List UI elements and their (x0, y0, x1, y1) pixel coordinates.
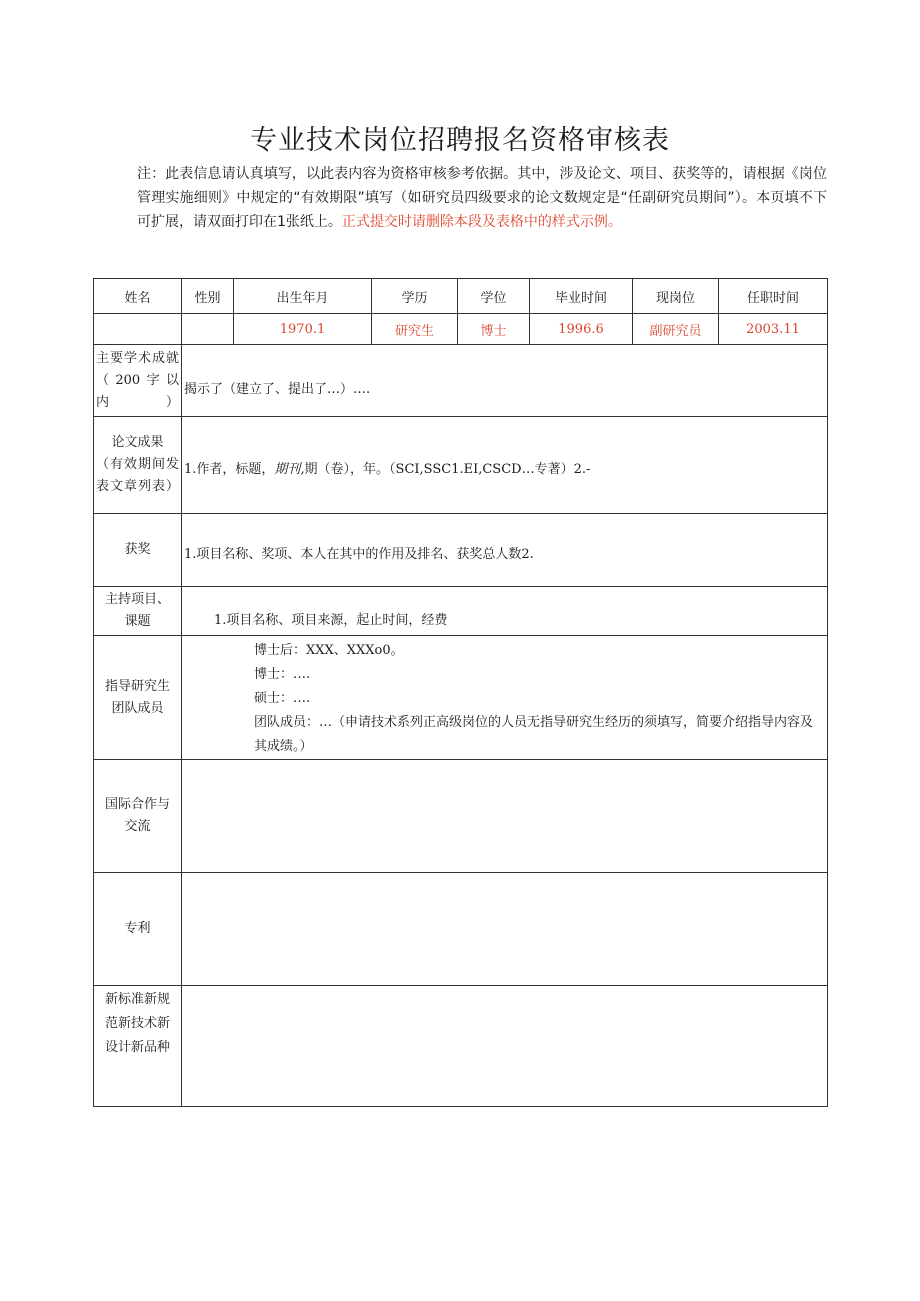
header-name: 姓名 (94, 279, 182, 314)
standards-label: 新标准新规范新技术新设计新品种 (94, 986, 182, 1107)
value-tenure[interactable]: 2003.11 (719, 314, 828, 345)
page-title: 专业技术岗位招聘报名资格审核表 (250, 125, 670, 156)
header-degree: 学位 (458, 279, 530, 314)
value-education[interactable]: 研究生 (372, 314, 458, 345)
value-position[interactable]: 副研究员 (633, 314, 719, 345)
team-content[interactable]: 博士后：XXX、XXXo0。 博士：…. 硕士：…. 团队成员：…（申请技术系列正高级岗位的人员无指导研究生经历的须填写，简要介绍指导内容及其成绩。） (182, 636, 828, 760)
application-form-table (93, 278, 828, 1107)
header-birth: 出生年月 (234, 279, 372, 314)
header-position: 现岗位 (633, 279, 719, 314)
header-gender: 性别 (182, 279, 234, 314)
achievements-content[interactable]: 揭示了（建立了、提出了…）…. (182, 345, 828, 417)
awards-label: 获奖 (94, 514, 182, 587)
patent-row (94, 873, 828, 986)
instruction-text: 注：此表信息请认真填写，以此表内容为资格审核参考依据。其中，涉及论文、项目、获奖等的，请根据《岗位管理实施细则》中规定的“有效期限”填写（如研究员四级要求的论文数规定是“任副研究员期间”）。本页填不下可扩展，请双面打印在1张纸上。 (137, 166, 827, 230)
instruction-note (137, 162, 827, 234)
header-row (94, 279, 828, 314)
header-education: 学历 (372, 279, 458, 314)
team-label: 指导研究生团队成员 (94, 636, 182, 760)
intl-content[interactable] (182, 760, 828, 873)
awards-content[interactable]: 1.项目名称、奖项、本人在其中的作用及排名、获奖总人数2. (182, 514, 828, 587)
value-degree[interactable]: 博士 (458, 314, 530, 345)
value-graduation[interactable]: 1996.6 (530, 314, 633, 345)
value-row (94, 314, 828, 345)
standards-content[interactable] (182, 986, 828, 1107)
value-birth[interactable]: 1970.1 (234, 314, 372, 345)
projects-row (94, 587, 828, 636)
papers-row (94, 417, 828, 514)
intl-label: 国际合作与交流 (94, 760, 182, 873)
patent-label: 专利 (94, 873, 182, 986)
value-name[interactable] (94, 314, 182, 345)
intl-row (94, 760, 828, 873)
team-row (94, 636, 828, 760)
value-gender[interactable] (182, 314, 234, 345)
papers-label: 论文成果 （有效期间发表文章列表） (94, 417, 182, 514)
header-tenure: 任职时间 (719, 279, 828, 314)
instruction-warning: 正式提交时请删除本段及表格中的样式示例。 (341, 214, 622, 230)
projects-label: 主持项目、课题 (94, 587, 182, 636)
achievements-label: 主要学术成就（200字以内） (94, 345, 182, 417)
awards-row (94, 514, 828, 587)
patent-content[interactable] (182, 873, 828, 986)
papers-content[interactable]: 1.作者，标题，期刊,期（卷），年。（SCI,SSC1.EI,CSCD…专著）2.- (182, 417, 828, 514)
standards-row (94, 986, 828, 1107)
achievements-row (94, 345, 828, 417)
projects-content[interactable]: 1.项目名称、项目来源，起止时间，经费 (182, 587, 828, 636)
header-graduation: 毕业时间 (530, 279, 633, 314)
